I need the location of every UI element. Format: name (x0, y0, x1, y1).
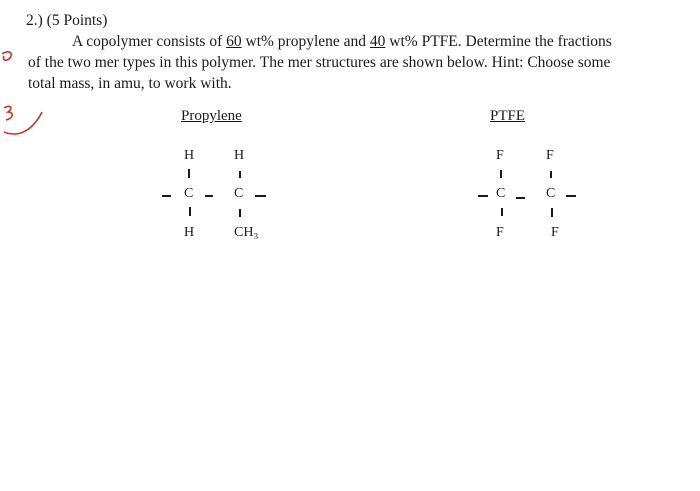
propylene-percent: 60 (226, 33, 242, 50)
ptfe-bond-left-tail (478, 195, 488, 197)
problem-line-3: of the two mer types in this polymer. The mer structures are shown below. Hint: Choose some (28, 54, 611, 71)
propylene-bond-bottom-right (239, 209, 241, 217)
propylene-bond-top-right (239, 171, 241, 178)
ptfe-bond-right-tail (566, 195, 576, 197)
ptfe-top-right-f: F (546, 148, 554, 163)
handwritten-checkmark (0, 98, 60, 148)
propylene-bond-top-left (188, 169, 190, 178)
ptfe-bond-bottom-right (551, 208, 553, 217)
propylene-bond-right-tail (255, 195, 266, 197)
problem-line-4: total mass, in amu, to work with. (28, 75, 232, 92)
propylene-carbon-right: C (234, 186, 244, 201)
propylene-title: Propylene (181, 108, 242, 124)
problem-statement (26, 10, 696, 94)
ptfe-bond-top-right (550, 171, 552, 178)
problem-number: 2.) (5 Points) (26, 12, 108, 29)
propylene-bottom-right-ch3: CH₃ (234, 225, 259, 240)
ptfe-bond-cc (516, 197, 525, 199)
ptfe-carbon-left: C (496, 186, 506, 201)
propylene-bottom-left-h: H (184, 225, 195, 240)
propylene-bond-bottom-left (189, 207, 191, 216)
propylene-bond-cc (205, 195, 213, 197)
ptfe-percent: 40 (369, 33, 386, 50)
ptfe-bottom-left-f: F (496, 225, 504, 240)
ptfe-title: PTFE (490, 108, 526, 124)
ptfe-top-left-f: F (496, 148, 504, 163)
ptfe-bond-bottom-left (501, 208, 503, 216)
propylene-carbon-left: C (184, 186, 194, 201)
propylene-top-left-h: H (184, 148, 195, 163)
ptfe-bond-top-left (500, 170, 502, 178)
propylene-bond-left-tail (162, 195, 171, 197)
ptfe-bottom-right-f: F (551, 225, 559, 240)
problem-line-2: A copolymer consists of 60 wt% propylene and 40 wt% PTFE. Determine the fractions (72, 33, 612, 50)
ptfe-carbon-right: C (546, 186, 556, 201)
propylene-top-right-h: H (234, 148, 245, 163)
